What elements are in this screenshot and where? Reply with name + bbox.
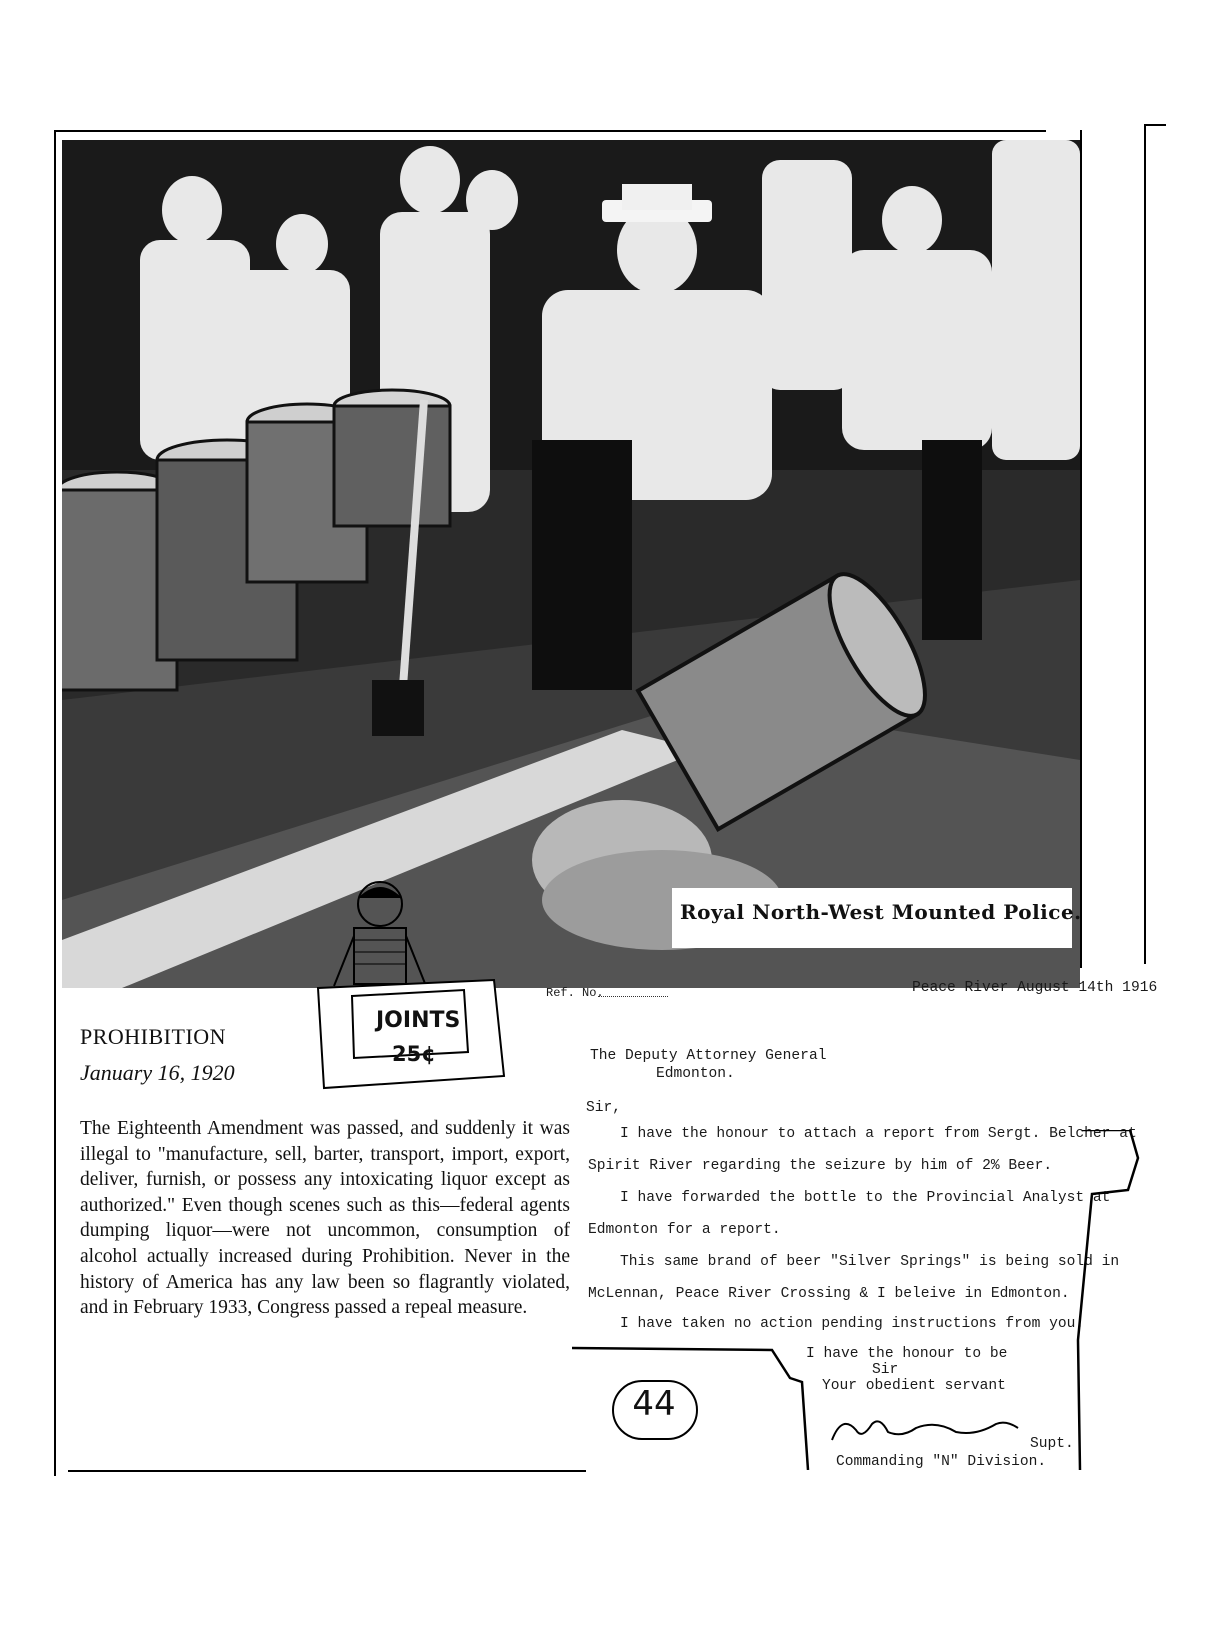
caption-date: January 16, 1920 — [80, 1060, 235, 1085]
letterhead-title: Royal North-West Mounted Police. — [680, 900, 1082, 924]
sign-text-price: 25¢ — [392, 1042, 436, 1066]
frame-top-line — [54, 130, 1046, 132]
letter-paragraph-2b: Edmonton for a report. — [588, 1222, 781, 1238]
letter-addressee-line2: Edmonton. — [656, 1066, 735, 1082]
caption-body: The Eighteenth Amendment was passed, and suddenly it was illegal to "manufacture, sell, barter, transport, import, export, deliver, furnish, or possess any intoxicating liquor except as authorized." Even though scenes such as this—federal agents dumping liquor—were not uncommon, consumption of alcohol actually increased during Prohibition. Never in the history of America has any law been so flagrantly violated, and in February 1933, Congress passed a repeal measure. — [80, 1118, 570, 1319]
ref-number-label: Ref. No. — [546, 986, 604, 1000]
letter-closing-3: Your obedient servant — [822, 1378, 1006, 1394]
signature-division: Commanding "N" Division. — [836, 1454, 1047, 1470]
signature-title: Supt. — [1030, 1436, 1074, 1452]
sign-text-joints: JOINTS — [376, 1008, 461, 1033]
letter-paragraph-3a: This same brand of beer "Silver Springs" is being sold in — [620, 1254, 1120, 1270]
caption-title: PROHIBITION — [80, 1024, 227, 1049]
letter-paragraph-4: I have taken no action pending instructions from you. — [620, 1316, 1085, 1332]
letter-closing-1: I have the honour to be — [806, 1346, 1008, 1362]
letter-paragraph-1a: I have the honour to attach a report from Sergt. Belcher at — [620, 1126, 1137, 1142]
letter-addressee-line1: The Deputy Attorney General — [590, 1048, 827, 1064]
page-edge-line — [1144, 124, 1146, 964]
letter-paragraph-3b: McLennan, Peace River Crossing & I beleive in Edmonton. — [588, 1286, 1070, 1302]
letter-paragraph-1b: Spirit River regarding the seizure by him of 2% Beer. — [588, 1158, 1053, 1174]
letter-salutation: Sir, — [586, 1100, 622, 1116]
letter-closing-2: Sir — [872, 1362, 899, 1378]
photo-right-edge — [1080, 130, 1082, 968]
page-number: 44 — [632, 1384, 676, 1424]
frame-bottom-line — [68, 1470, 586, 1472]
frame-left-line — [54, 130, 56, 1476]
page-edge-tick — [1144, 124, 1166, 126]
ref-number-line — [598, 996, 668, 998]
letterhead-banner — [672, 888, 1082, 948]
signature-image — [826, 1410, 1026, 1450]
prohibition-photo — [62, 140, 1080, 988]
letter-place-date: Peace River August 14th 1916 — [912, 980, 1158, 996]
letter-paragraph-2a: I have forwarded the bottle to the Provincial Analyst at — [620, 1190, 1111, 1206]
